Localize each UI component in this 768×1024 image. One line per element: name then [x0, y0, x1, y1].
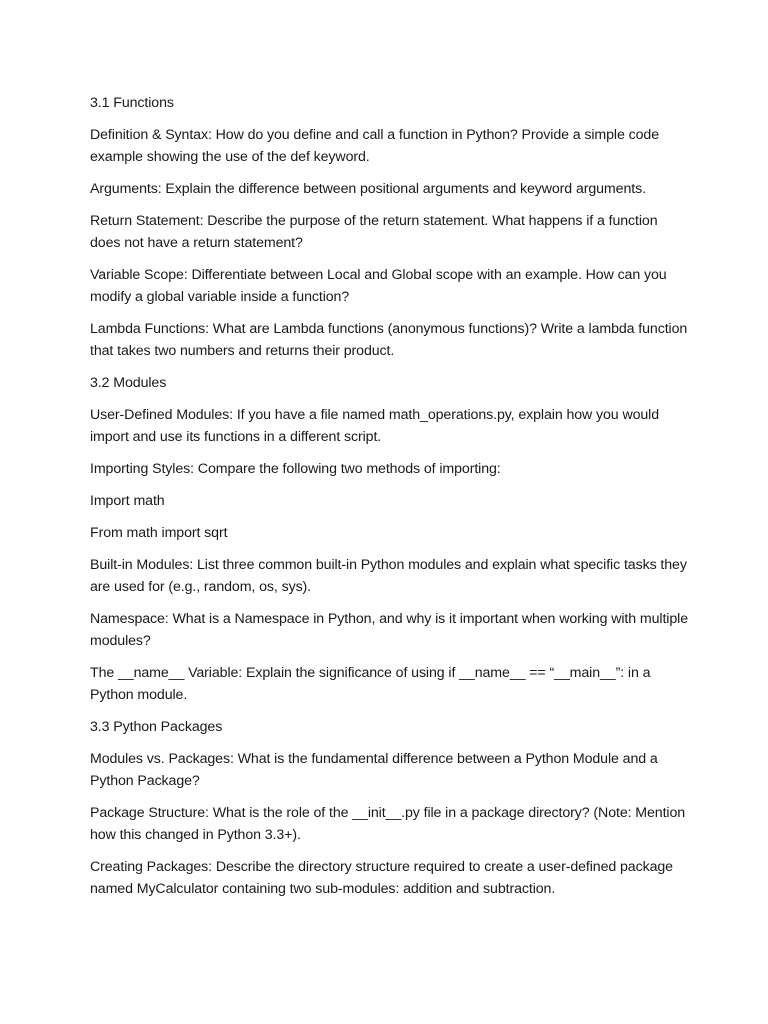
question-lambda-functions: Lambda Functions: What are Lambda functions (anonymous functions)? Write a lambda function that takes two numbers and returns their product.	[90, 321, 688, 359]
question-return-statement: Return Statement: Describe the purpose of the return statement. What happens if a function does not have a return statement?	[90, 213, 658, 251]
import-example-2: From math import sqrt	[90, 525, 228, 541]
question-namespace: Namespace: What is a Namespace in Python, and why is it important when working with multiple modules?	[90, 611, 688, 649]
question-modules-vs-packages: Modules vs. Packages: What is the fundamental difference between a Python Module and a Python Package?	[90, 751, 658, 789]
import-example-1: Import math	[90, 493, 165, 509]
document-page	[90, 92, 690, 910]
question-creating-packages: Creating Packages: Describe the directory structure required to create a user-defined package named MyCalculator containing two sub-modules: addition and subtraction.	[90, 859, 673, 897]
question-importing-styles: Importing Styles: Compare the following two methods of importing:	[90, 461, 501, 477]
section-heading-functions: 3.1 Functions	[90, 95, 174, 111]
question-built-in-modules: Built-in Modules: List three common built-in Python modules and explain what specific tasks they are used for (e.g., random, os, sys).	[90, 557, 687, 595]
question-variable-scope: Variable Scope: Differentiate between Local and Global scope with an example. How can you modify a global variable inside a function?	[90, 267, 667, 305]
question-arguments: Arguments: Explain the difference between positional arguments and keyword arguments.	[90, 181, 646, 197]
question-user-defined-modules: User-Defined Modules: If you have a file named math_operations.py, explain how you would import and use its functions in a different script.	[90, 407, 660, 445]
section-heading-packages: 3.3 Python Packages	[90, 719, 223, 735]
question-name-variable: The __name__ Variable: Explain the significance of using if __name__ == “__main__”: in a Python module.	[90, 665, 651, 703]
section-heading-modules: 3.2 Modules	[90, 375, 167, 391]
question-package-structure: Package Structure: What is the role of the __init__.py file in a package directory? (Note: Mention how this changed in Python 3.3+).	[90, 805, 686, 843]
question-definition-syntax: Definition & Syntax: How do you define and call a function in Python? Provide a simple code example showing the use of the def keyword.	[90, 127, 659, 165]
